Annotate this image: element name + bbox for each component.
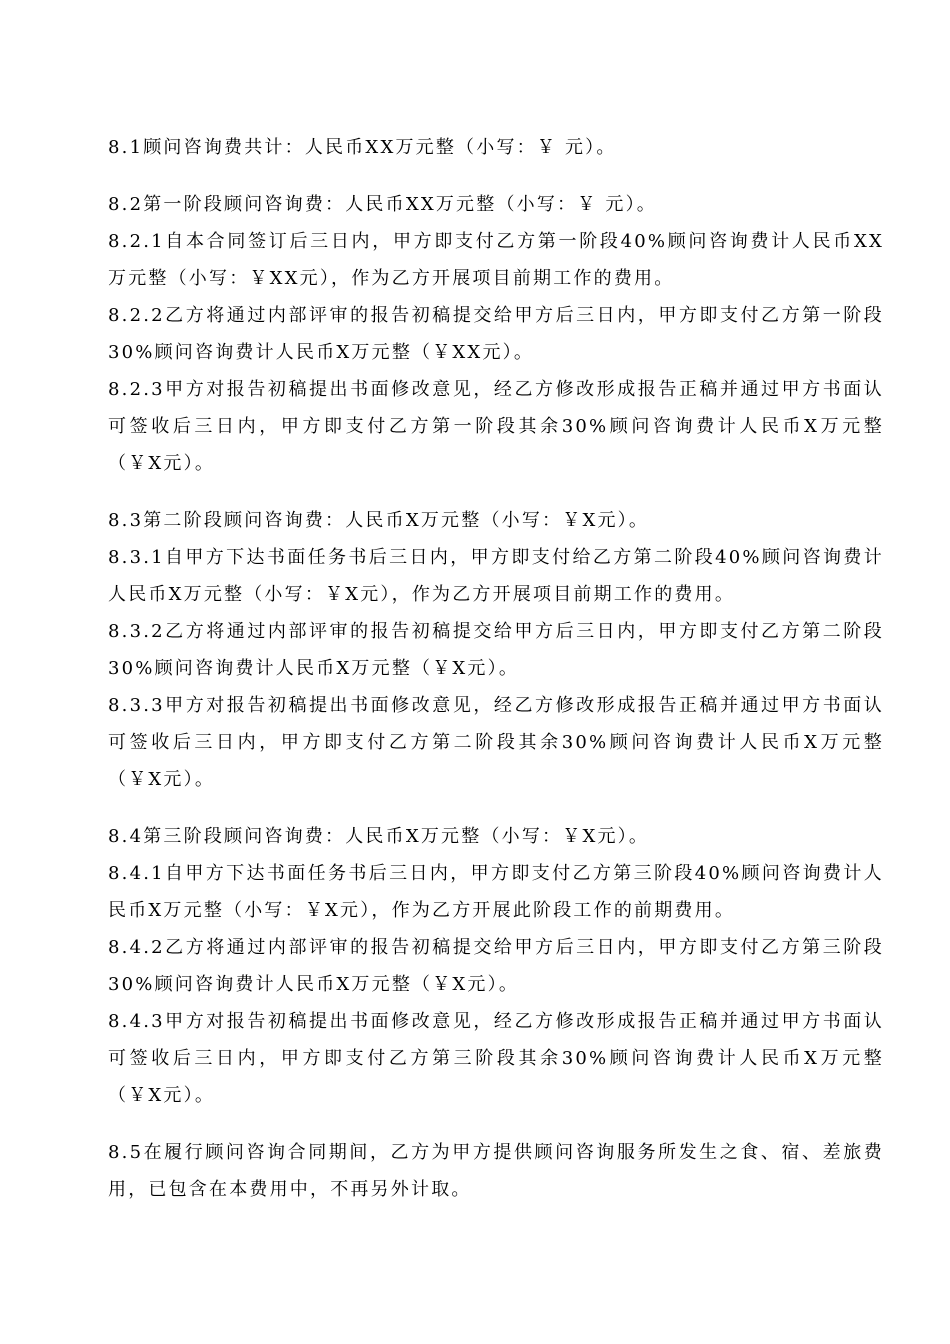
document-page xyxy=(108,129,884,1208)
clause-8-4-3: 8.4.3甲方对报告初稿提出书面修改意见，经乙方修改形成报告正稿并通过甲方书面认可签收后三日内，甲方即支付乙方第三阶段其余30%顾问咨询费计人民币X万元整（￥X元）。 xyxy=(108,1011,884,1106)
clause-8-3-2: 8.3.2乙方将通过内部评审的报告初稿提交给甲方后三日内，甲方即支付乙方第二阶段30%顾问咨询费计人民币X万元整（￥X元）。 xyxy=(108,621,884,679)
clause-8-4-2: 8.4.2乙方将通过内部评审的报告初稿提交给甲方后三日内，甲方即支付乙方第三阶段30%顾问咨询费计人民币X万元整（￥X元）。 xyxy=(108,937,884,995)
clause-8-3: 8.3第二阶段顾问咨询费：人民币X万元整（小写：￥X元）。 xyxy=(108,510,650,531)
clause-8-5: 8.5在履行顾问咨询合同期间，乙方为甲方提供顾问咨询服务所发生之食、宿、差旅费用，已包含在本费用中，不再另外计取。 xyxy=(108,1142,884,1200)
clause-8-1: 8.1顾问咨询费共计：人民币XX万元整（小写：￥ 元）。 xyxy=(108,137,617,158)
clause-8-4: 8.4第三阶段顾问咨询费：人民币X万元整（小写：￥X元）。 xyxy=(108,826,650,847)
clause-8-4-1: 8.4.1自甲方下达书面任务书后三日内，甲方即支付乙方第三阶段40%顾问咨询费计人民币X万元整（小写：￥X元），作为乙方开展此阶段工作的前期费用。 xyxy=(108,863,884,921)
clause-8-2-2: 8.2.2乙方将通过内部评审的报告初稿提交给甲方后三日内，甲方即支付乙方第一阶段30%顾问咨询费计人民币X万元整（￥XX元）。 xyxy=(108,305,884,363)
clause-8-3-3: 8.3.3甲方对报告初稿提出书面修改意见，经乙方修改形成报告正稿并通过甲方书面认可签收后三日内，甲方即支付乙方第二阶段其余30%顾问咨询费计人民币X万元整（￥X元）。 xyxy=(108,695,884,790)
clause-8-2: 8.2第一阶段顾问咨询费：人民币XX万元整（小写：￥ 元）。 xyxy=(108,194,657,215)
clause-8-2-1: 8.2.1自本合同签订后三日内，甲方即支付乙方第一阶段40%顾问咨询费计人民币XX万元整（小写：￥XX元），作为乙方开展项目前期工作的费用。 xyxy=(108,231,884,289)
clause-8-2-3: 8.2.3甲方对报告初稿提出书面修改意见，经乙方修改形成报告正稿并通过甲方书面认可签收后三日内，甲方即支付乙方第一阶段其余30%顾问咨询费计人民币X万元整（￥X元）。 xyxy=(108,379,884,474)
clause-8-3-1: 8.3.1自甲方下达书面任务书后三日内，甲方即支付给乙方第二阶段40%顾问咨询费计人民币X万元整（小写：￥X元），作为乙方开展项目前期工作的费用。 xyxy=(108,547,884,605)
